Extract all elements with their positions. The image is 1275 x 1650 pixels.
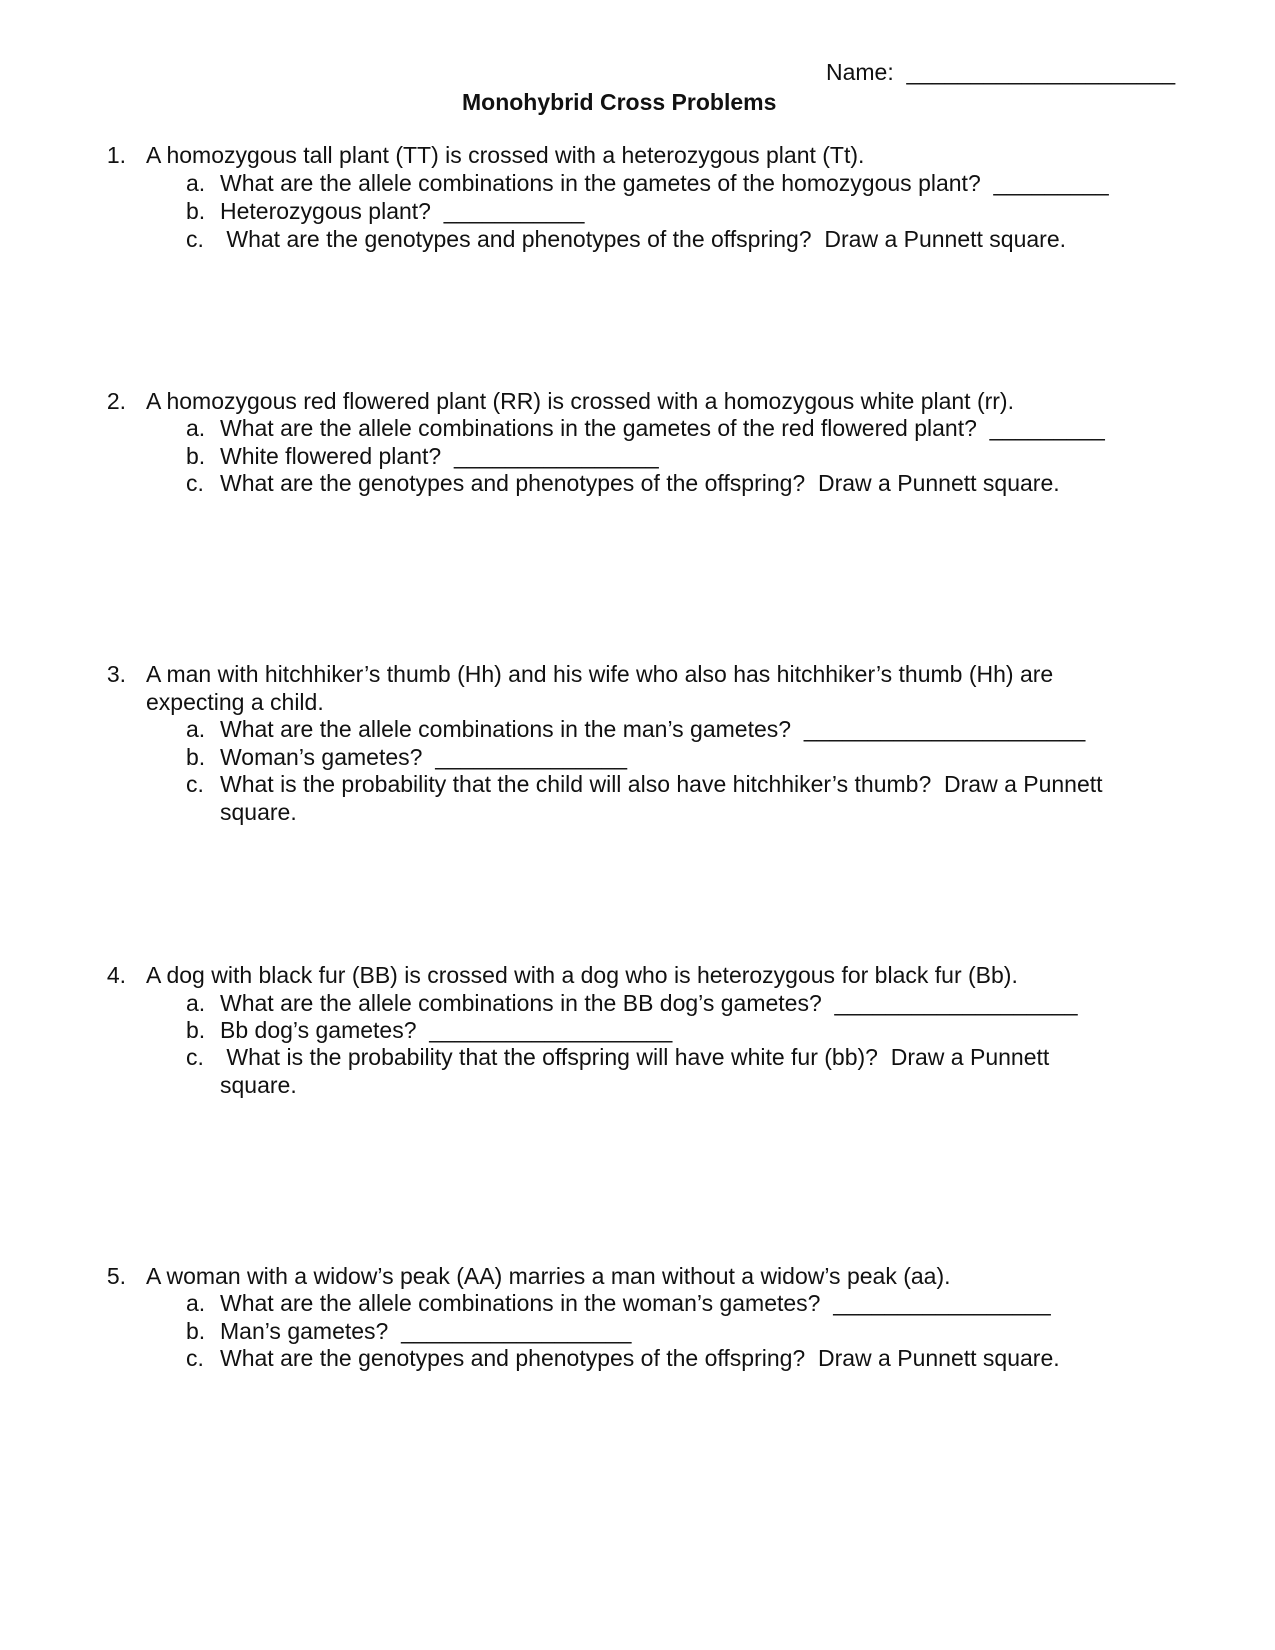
problem-5-part-b-letter: b. bbox=[186, 1318, 206, 1344]
problem-4-stem: A dog with black fur (BB) is crossed with a dog who is heterozygous for black fur (Bb). bbox=[146, 962, 1018, 988]
problem-1-stem: A homozygous tall plant (TT) is crossed with a heterozygous plant (Tt). bbox=[146, 142, 865, 168]
problem-2-stem: A homozygous red flowered plant (RR) is crossed with a homozygous white plant (rr). bbox=[146, 388, 1014, 414]
problem-5-stem: A woman with a widow’s peak (AA) marries a man without a widow’s peak (aa). bbox=[146, 1263, 951, 1289]
problem-2-part-c-text: What are the genotypes and phenotypes of the offspring? Draw a Punnett square. bbox=[220, 470, 1060, 496]
problem-5-number: 5. bbox=[106, 1263, 126, 1289]
problem-4-part-a-letter: a. bbox=[186, 990, 206, 1016]
problem-3-part-a-letter: a. bbox=[186, 716, 206, 742]
problem-4-part-a-text: What are the allele combinations in the BB dog’s gametes? ___________________ bbox=[220, 990, 1078, 1016]
problem-1-part-b-letter: b. bbox=[186, 198, 206, 224]
problem-4-part-b-text: Bb dog’s gametes? ___________________ bbox=[220, 1017, 673, 1043]
problem-4-part-c-text-line-1: What is the probability that the offspring will have white fur (bb)? Draw a Punnett bbox=[220, 1044, 1050, 1070]
name-field-label: Name: _____________________ bbox=[826, 59, 1176, 85]
problem-5-part-a-letter: a. bbox=[186, 1290, 206, 1316]
page-title: Monohybrid Cross Problems bbox=[462, 89, 777, 115]
problem-1-part-c-letter: c. bbox=[186, 226, 204, 252]
problem-1-part-b-text: Heterozygous plant? ___________ bbox=[220, 198, 585, 224]
problem-2-part-b-text: White flowered plant? ________________ bbox=[220, 443, 659, 469]
problem-5-part-c-letter: c. bbox=[186, 1345, 204, 1371]
problem-1-part-c-text: What are the genotypes and phenotypes of the offspring? Draw a Punnett square. bbox=[220, 226, 1067, 252]
problem-3-stem-line-1: A man with hitchhiker’s thumb (Hh) and his wife who also has hitchhiker’s thumb (Hh) are bbox=[146, 661, 1054, 687]
problem-4-number: 4. bbox=[106, 962, 126, 988]
problem-3-part-c-text-line-2: square. bbox=[220, 799, 297, 825]
problem-3-part-b-text: Woman’s gametes? _______________ bbox=[220, 744, 628, 770]
problem-2-part-a-letter: a. bbox=[186, 415, 206, 441]
problem-2-number: 2. bbox=[106, 388, 126, 414]
problem-4-part-c-text-line-2: square. bbox=[220, 1072, 297, 1098]
problem-5-part-c-text: What are the genotypes and phenotypes of the offspring? Draw a Punnett square. bbox=[220, 1345, 1060, 1371]
problem-3-part-b-letter: b. bbox=[186, 744, 206, 770]
problem-4-part-b-letter: b. bbox=[186, 1017, 206, 1043]
problem-3-part-a-text: What are the allele combinations in the man’s gametes? ______________________ bbox=[220, 716, 1086, 742]
problem-2-part-a-text: What are the allele combinations in the gametes of the red flowered plant? _________ bbox=[220, 415, 1105, 441]
problem-3-stem-line-2: expecting a child. bbox=[146, 689, 324, 715]
problem-3-part-c-letter: c. bbox=[186, 771, 204, 797]
problem-3-part-c-text-line-1: What is the probability that the child will also have hitchhiker’s thumb? Draw a Punnett bbox=[220, 771, 1103, 797]
problem-3-number: 3. bbox=[106, 661, 126, 687]
problem-1-part-a-letter: a. bbox=[186, 170, 206, 196]
problem-1-number: 1. bbox=[106, 142, 126, 168]
problem-2-part-c-letter: c. bbox=[186, 470, 204, 496]
problem-4-part-c-letter: c. bbox=[186, 1044, 204, 1070]
problem-2-part-b-letter: b. bbox=[186, 443, 206, 469]
problem-5-part-a-text: What are the allele combinations in the woman’s gametes? _________________ bbox=[220, 1290, 1051, 1316]
problem-1-part-a-text: What are the allele combinations in the gametes of the homozygous plant? _________ bbox=[220, 170, 1109, 196]
problem-5-part-b-text: Man’s gametes? __________________ bbox=[220, 1318, 632, 1344]
